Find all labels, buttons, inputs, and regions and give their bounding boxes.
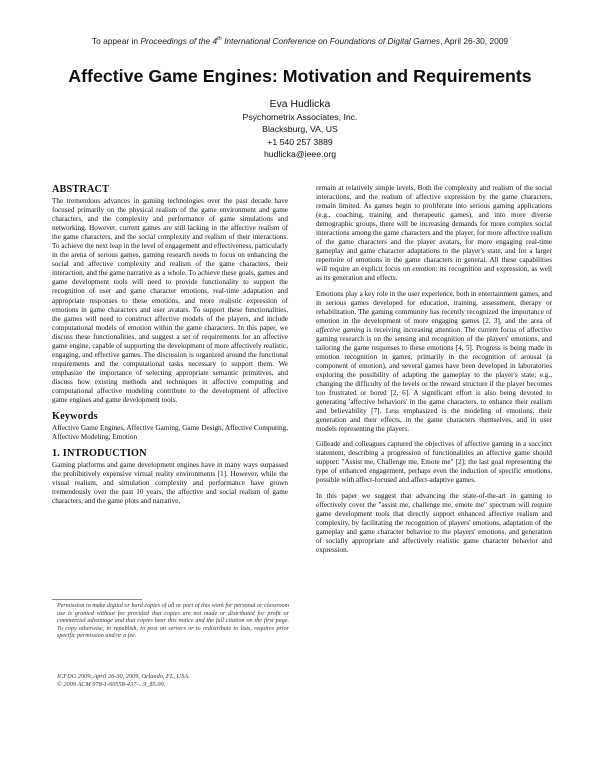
- footnote-rule: [52, 599, 142, 600]
- right-paragraph-4: In this paper we suggest that advancing the state-of-the-art in gaming to effectively cover the "assist me, challenge me, emote me" spectrum will require game development tools that directly support enhanced affective realism and complexity, by facilitating the recognition of players' emotions, adaptation of the gameplay and game character behavior to the players' emotions, and generation of socially appropriate and affectively realistic game character behavior and expression.: [316, 491, 552, 554]
- keywords-heading: Keywords: [52, 411, 98, 423]
- right-column: [316, 184, 552, 555]
- author-affiliation: Psychometrix Associates, Inc.: [242, 112, 358, 122]
- note-suffix: , April 26-30, 2009: [440, 36, 509, 46]
- right-paragraph-1: remain at relatively simple levels. Both the complexity and realism of the social interactions, and the realism of affective expression by the game characters, remain limited. As games begin to proliferate into serious gaming applications (e.g., coaching, training and therapeutic games), and into more diverse demographic groups, there will be increasing demands for more complex social interactions among the game characters and the player, for more affective realism of the game characters and the player avatars, for more engaging real-time gameplay and game character adaptations to the player's state, and for a larger repertoire of emotions in the game characters in general. All these capabilities will require an explicit focus on emotion: its recognition and expression, as well as its generation and effects.: [316, 184, 552, 283]
- copyright-venue: ICFDG 2009, April 26-30, 2009, Orlando, FL, USA.: [57, 673, 190, 680]
- abstract-heading: ABSTRACT: [52, 184, 110, 195]
- introduction-paragraph: Gaming platforms and game development engines have in many ways surpassed the prohibitively expensive virtual reality environments [1]. However, while the visual realism, and simulation complexity and performance have grown tremendously over the past 10 years, the affective and social realism of game characters, and the game plots and narrative,: [52, 461, 288, 506]
- author-name: Eva Hudlicka: [269, 99, 331, 110]
- copyright-line: © 2009 ACM 978-1-60558-437-...9_$5.00.: [57, 680, 166, 688]
- conference-note: [0, 36, 600, 46]
- right-paragraph-2: Emotions play a key role in the user experience, both in entertainment games, and in serious games developed for education, training, assessment, therapy or rehabilitation. The gaming community has recently recognized the importance of emotion in the development of more engaging games [2, 3], and the area of affective gaming is receiving increasing attention. The current focus of affective gaming research is on the sensing and recognition of the players' emotions, and tailoring the game responses to these emotions [4, 5]. Progress is being made in emotion recognition in games, primarily in the recognition of arousal (a component of emotion), and several games have been developed in laboratories exploring the possibility of adapting the gameplay to the player's state; e.g., changing the difficulty of the levels or the reward structure if the player becomes too frustrated or bored [2, 6]. A significant effort is also being devoted to generating 'affective behaviors' in the game characters, to enhance their realism and believability [7]. Less emphasized is the modeling of emotions, their generation and their effects, in the game characters themselves, and in user models representing the players.: [316, 289, 552, 434]
- note-prefix: To appear in: [91, 36, 141, 46]
- paper-title: Affective Game Engines: Motivation and Requirements: [68, 66, 532, 86]
- keywords-text: Affective Game Engines, Affective Gaming, Game Design, Affective Computing, Affective Modeling, Emotion: [52, 424, 288, 442]
- introduction-heading: 1. INTRODUCTION: [52, 448, 147, 460]
- right-paragraph-3: Gilleade and colleagues captured the objectives of affective gaming in a succinct statement, describing a progression of functionalities an affective game should support: "Assist me, Challenge me, Emote me" [2]; the last goal representing the type of enhanced engagement, perhaps even the induction of specific emotions, possible with affect-focused and affect-adaptive games.: [316, 440, 552, 485]
- copyright-notice: [57, 673, 289, 689]
- author-city: Blacksburg, VA, US: [262, 124, 338, 135]
- author-phone: +1 540 257 3889: [267, 136, 333, 147]
- author-block: [0, 98, 600, 161]
- abstract-text: The tremendous advances in gaming technologies over the past decade have focused primarily on the physical realism of the game environment and game characters, and the complexity and performance of game simulations and networking. However, current games are still lacking in the affective realism of the game characters, and the social complexity and realism of their interactions. To achieve the next leap in the level of engagement and effectiveness, particularly in the arena of serious games, gaming research needs to focus on enhancing the social and affective complexity and realism of the game characters, their interaction, and the game narrative as a whole. To achieve these goals, games and game development tools will need to provide functionality to support the recognition of user and game character emotions, real-time adaptation and appropriate responses to these emotions, and more realistic expression of emotions in game characters and user avatars. To support these functionalities, the games will need to construct affective models of the players, and include computational models of emotion within the game characters. In this paper, we discuss these functionalities, and suggest a set of requirements for an affective game engine, capable of supporting the development of more affectively realistic, engaging, and effective games. The discussion is organized around the functional requirements and the computational tasks necessary to support them. We emphasize the importance of selecting appropriate semantic primitives, and discuss how existing methods and techniques in affective computing and computational affective modeling contribute to the development of affective game engines and game development tools.: [52, 197, 288, 405]
- note-venue: Proceedings of the 4th International Conference on Foundations of Digital Games: [140, 36, 441, 46]
- permission-notice: Permission to make digital or hard copies of all or part of this work for personal or classroom use is granted without fee provided that copies are not made or distributed for profit or commercial advantage and that copies bear this notice and the full citation on the first page. To copy otherwise, to republish, to post on servers or to redistribute to lists, requires prior specific permission and/or a fee.: [57, 603, 289, 640]
- author-email: hudlicka@ieee.org: [263, 149, 337, 160]
- left-column: [52, 184, 288, 506]
